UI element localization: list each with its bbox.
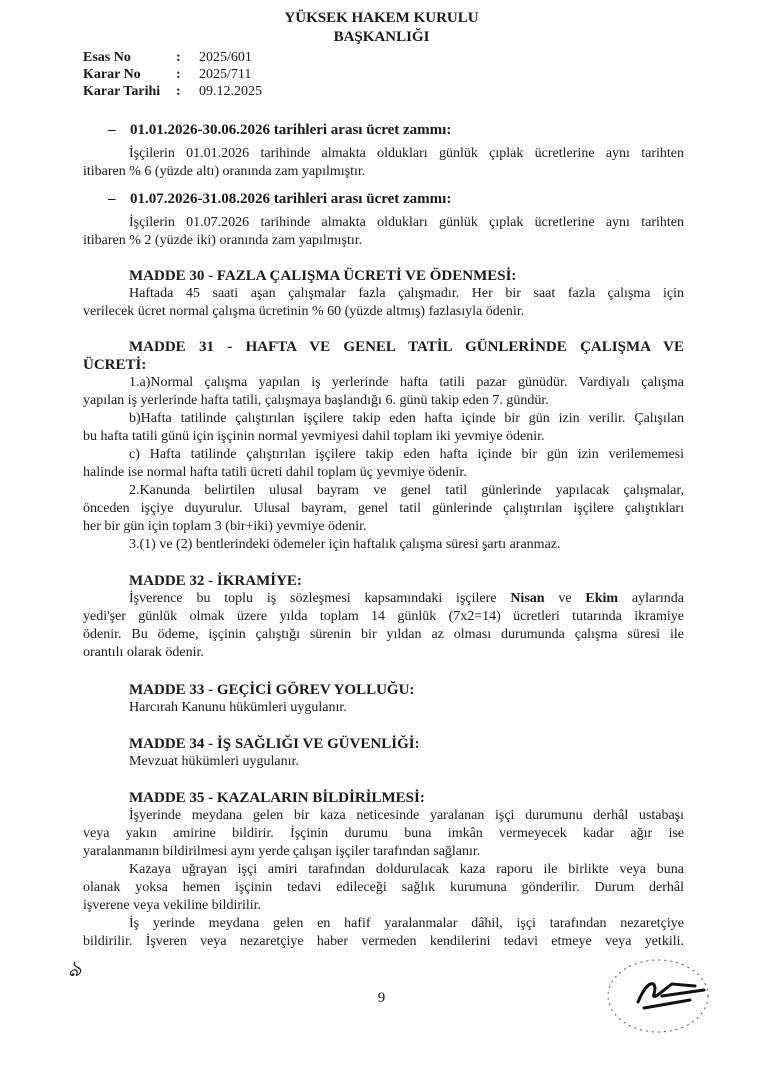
court-title: BAŞKANLIĞI bbox=[333, 29, 430, 45]
karar-label: Karar No bbox=[83, 67, 141, 82]
article-30-title: MADDE 30 - FAZLA ÇALIŞMA ÜCRETİ VE ÖDENMESİ: bbox=[129, 268, 517, 284]
article-30-line-2: verilecek ücret normal çalışma ücretinin % 60 (yüzde altmış) fazlasıyla ödenir. bbox=[83, 304, 525, 319]
article-31-line: yapılan iş yerlerinde hafta tatili, çalışmaya başlandığı 6. günü takip eden 7. gündür. bbox=[83, 393, 549, 408]
article-31-title-cont: ÜCRETİ: bbox=[83, 357, 147, 373]
karar-tarihi-value: 09.12.2025 bbox=[199, 84, 262, 99]
esas-label: Esas No bbox=[83, 50, 131, 65]
article-31-line: halinde ise normal hafta tatili ücreti dahil toplam üç yevmiye ödenir. bbox=[83, 465, 467, 480]
article-35-line: bildirilir. İşveren veya nezaretçiye haber vermeden kendilerini tedavi etmeye veya yetkili. bbox=[83, 934, 684, 949]
article-35-line: olanak yoksa hemen işçinin tedavi edileceği sağlık kurumuna gönderilir. Durum derhâl bbox=[83, 880, 684, 895]
article-31-line: 3.(1) ve (2) bentlerindeki ödemeler için haftalık çalışma süresi şartı aranmaz. bbox=[129, 537, 561, 552]
article-34-line-1: Mevzuat hükümleri uygulanır. bbox=[129, 754, 299, 769]
article-33-line-1: Harcırah Kanunu hükümleri uygulanır. bbox=[129, 700, 347, 715]
article-35-line: işverene veya vekiline bildirilir. bbox=[83, 898, 262, 913]
bullet-dash: – bbox=[108, 122, 116, 138]
karar-tarihi-sep: : bbox=[176, 84, 181, 99]
karar-sep: : bbox=[176, 67, 181, 82]
raise-2-line-2: itibaren % 2 (yüzde iki) oranında zam yapılmıştır. bbox=[83, 233, 363, 248]
article-31-line: bu hafta tatili günü için işçinin normal yevmiyesi dahil toplam iki yevmiye ödenir. bbox=[83, 429, 545, 444]
article-31-line: önceden işçiye duyurulur. Ulusal bayram, genel tatil günlerinde çalıştırılan işçilere çalıştıkları bbox=[83, 501, 684, 516]
month-ekim: Ekim bbox=[585, 591, 619, 606]
article-35-line: İş yerinde meydana gelen en hafif yaralanmalar dâhil, işçi tarafından nezaretçiye bbox=[129, 916, 684, 931]
raise-1-title: 01.01.2026-30.06.2026 tarihleri arası ücret zammı: bbox=[130, 122, 452, 138]
article-32-text: ve bbox=[544, 591, 586, 606]
article-35-title: MADDE 35 - KAZALARIN BİLDİRİLMESİ: bbox=[129, 790, 425, 806]
article-32-text: aylarında bbox=[618, 591, 684, 606]
karar-tarihi-label: Karar Tarihi bbox=[83, 84, 161, 99]
handwritten-initial: ঌ bbox=[68, 957, 82, 982]
article-31-line: c) Hafta tatilinde çalıştırılan işçilere takip eden hafta içinde bir gün izin verilememesi bbox=[129, 447, 684, 462]
article-34-title: MADDE 34 - İŞ SAĞLIĞI VE GÜVENLİĞİ: bbox=[129, 736, 420, 752]
raise-1-line-2: itibaren % 6 (yüzde altı) oranında zam yapılmıştır. bbox=[83, 164, 366, 179]
article-32-title: MADDE 32 - İKRAMİYE: bbox=[129, 573, 302, 589]
article-35-line: yaralanmanın bildirilmesi aynı yerde çalışan işçiler tarafından sağlanır. bbox=[83, 844, 481, 859]
article-35-line: Kazaya uğrayan işçi amiri tarafından doldurulacak kaza raporu ile birlikte veya buna bbox=[129, 862, 684, 877]
article-33-title: MADDE 33 - GEÇİCİ GÖREV YOLLUĞU: bbox=[129, 682, 415, 698]
raise-1-line-1: İşçilerin 01.01.2026 tarihinde almakta oldukları günlük çıplak ücretlerine aynı tarihten bbox=[129, 146, 684, 161]
article-32-line-4: orantılı olarak ödenir. bbox=[83, 645, 204, 660]
article-31-line: b)Hafta tatilinde çalıştırılan işçilere takip eden hafta içinde bir gün izin verilir. Çalışılan bbox=[129, 411, 684, 426]
article-31-line: 2.Kanunda belirtilen ulusal bayram ve genel tatil günlerinde yapılacak çalışmalar, bbox=[129, 483, 684, 498]
article-32-line-1 bbox=[129, 591, 684, 607]
esas-value: 2025/601 bbox=[199, 50, 252, 65]
article-35-line: veya yakın amirine bildirir. İşçinin durumu buna imkân vermeyecek kadar ağır ise bbox=[83, 826, 684, 841]
article-30-line-1: Haftada 45 saati aşan çalışmalar fazla çalışmadır. Her bir saat fazla çalışma için bbox=[129, 286, 684, 301]
raise-2-line-1: İşçilerin 01.07.2026 tarihinde almakta oldukları günlük çıplak ücretlerine aynı tarihten bbox=[129, 215, 684, 230]
article-31-line: 1.a)Normal çalışma yapılan iş yerlerinde hafta tatili pazar günüdür. Vardiyalı çalışma bbox=[129, 375, 684, 390]
article-31-title: MADDE 31 - HAFTA VE GENEL TATİL GÜNLERİNDE ÇALIŞMA VE bbox=[129, 339, 684, 355]
article-35-line: İşyerinde meydana gelen bir kaza neticesinde yaralanan işçi durumunu derhâl ustabaşı bbox=[129, 808, 684, 823]
article-31-line: her bir gün için toplam 3 (bir+iki) yevmiye ödenir. bbox=[83, 519, 367, 534]
article-32-text: İşverence bu toplu iş sözleşmesi kapsamındaki işçilere bbox=[129, 591, 511, 606]
esas-sep: : bbox=[176, 50, 181, 65]
month-nisan: Nisan bbox=[510, 591, 545, 606]
bullet-dash: – bbox=[108, 191, 116, 207]
article-32-line-3: ödenir. Bu ödeme, işçinin çalıştığı sürenin bir yıldan az olması durumunda çalışma süresi ile bbox=[83, 627, 684, 642]
court-name: YÜKSEK HAKEM KURULU bbox=[284, 10, 479, 26]
page-number: 9 bbox=[377, 990, 386, 1006]
raise-2-title: 01.07.2026-31.08.2026 tarihleri arası ücret zammı: bbox=[130, 191, 452, 207]
article-32-line-2: yedi'şer günlük olmak üzere yılda toplam 14 günlük (7x2=14) ücretleri tutarında ikramiye bbox=[83, 609, 684, 624]
karar-value: 2025/711 bbox=[199, 67, 252, 82]
